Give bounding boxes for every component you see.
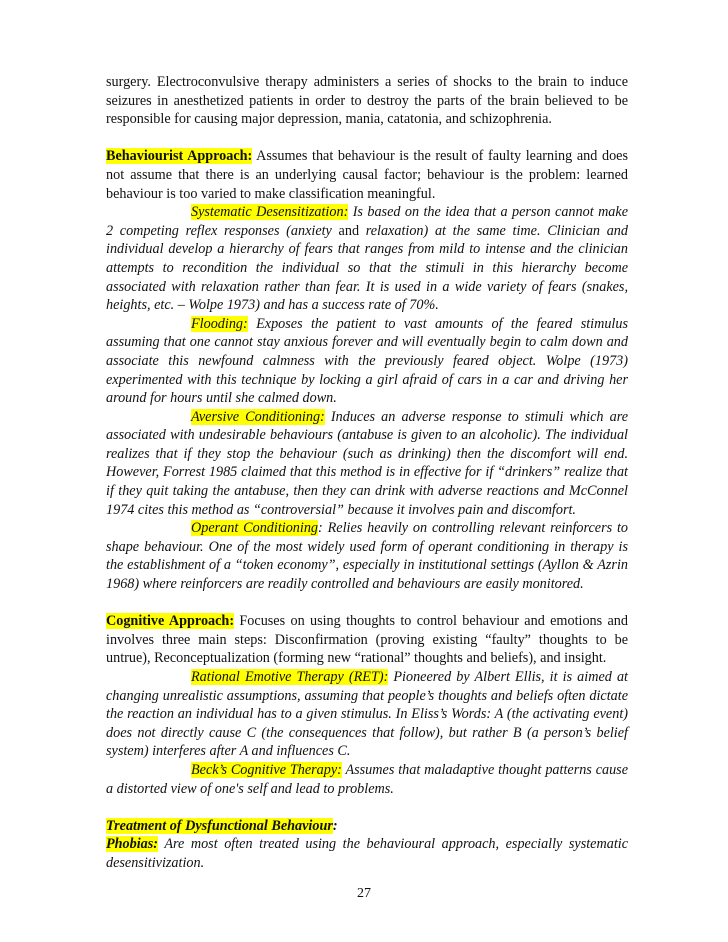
- document-page: [106, 73, 628, 873]
- cognitive-text: Focuses on using thoughts to control behaviour and emotions and involves three main steps: Disconfirmation (proving existing “faulty” thoughts to be untrue), Reconceptualization (forming new “rational” thoughts and beliefs), and insight.: [106, 613, 628, 667]
- systematic-desensitization-term: Systematic Desensitization:: [191, 204, 349, 221]
- flooding-text: Exposes the patient to vast amounts of the feared stimulus assuming that one cannot stay anxious forever and will eventually begin to calm down and associate this newfound calmness with the previously feared object. Wolpe (1973) experimented with this technique by locking a girl afraid of cars in a car and driving her around for hours until she calmed down.: [106, 315, 628, 407]
- systematic-desensitization-paragraph: [106, 203, 628, 315]
- behaviourist-heading: Behaviourist Approach:: [106, 148, 253, 165]
- operant-conditioning-term: Operant Conditioning: [191, 520, 319, 537]
- behaviourist-text: Assumes that behaviour is the result of faulty learning and does not assume that there is an underlying causal factor; behaviour is the problem: learned behaviour is too varied to make classification meaningful.: [106, 148, 628, 202]
- systematic-text-2: ) at the same time. Clinician and individual develop a hierarchy of fears that ranges from mild to intense and the clinician attempts to recondition the individual so that the stimuli in this hierarchy become associated with relaxation rather than fear. It is used in a wide variety of fears (snakes, heights, etc. – Wolpe 1973) and has a success rate of 70%.: [106, 222, 628, 314]
- operant-conditioning-paragraph: [106, 519, 628, 593]
- flooding-term: Flooding:: [191, 315, 248, 332]
- beck-term: Beck’s Cognitive Therapy:: [191, 761, 342, 778]
- cognitive-heading: Cognitive Approach:: [106, 613, 235, 630]
- intro-text: surgery. Electroconvulsive therapy administers a series of shocks to the brain to induce seizures in anesthetized patients in order to destroy the parts of the brain believed to be responsible for causing major depression, mania, catatonia, and schizophrenia.: [106, 74, 628, 128]
- aversive-conditioning-paragraph: [106, 408, 628, 520]
- phobias-paragraph: [106, 835, 628, 872]
- systematic-word-relaxation: relaxation: [365, 222, 424, 239]
- flooding-paragraph: [106, 315, 628, 408]
- operant-conditioning-text: : Relies heavily on controlling relevant reinforcers to shape behaviour. One of the most widely used form of operant conditioning in therapy is the establishment of a “token economy”, especially in institutional settings (Ayllon & Azrin 1968) where reinforcers are readily controlled and behaviours are easily monitored.: [106, 520, 628, 593]
- beck-text: Assumes that maladaptive thought patterns cause a distorted view of one's self and lead to problems.: [106, 761, 628, 797]
- cognitive-paragraph: [106, 612, 628, 668]
- phobias-label: Phobias:: [106, 836, 159, 853]
- ret-paragraph: [106, 668, 628, 761]
- ret-text: Pioneered by Albert Ellis, it is aimed at changing unrealistic assumptions, assuming that people’s thoughts and beliefs often dictate the reaction an individual has to a given stimulus. In Eliss’s Words: A (the activating event) does not directly cause C (the consequences that follow), but rather B (a person’s belief system) interferes after A and influences C.: [106, 669, 628, 760]
- treatment-heading: Treatment of Dysfunctional Behaviour: [106, 817, 333, 834]
- treatment-heading-line: [106, 817, 628, 836]
- phobias-text: Are most often treated using the behavioural approach, especially systematic desensitivization.: [106, 836, 628, 871]
- systematic-word-and: and: [331, 222, 366, 239]
- aversive-conditioning-text: Induces an adverse response to stimuli which are associated with undesirable behaviours (antabuse is given to an alcoholic). The individual realizes that if they stop the behaviour (such as drinking) then the discomfort will end. However, Forrest 1985 claimed that this method is in effective for if “drinkers” realize that if they quit taking the antabuse, then they can drink with adverse reactions and McConnel 1974 cites this method as “controversial” because it involves pain and discomfort.: [106, 408, 629, 518]
- ret-term: Rational Emotive Therapy (RET):: [191, 669, 389, 685]
- systematic-word-anxiety: anxiety: [290, 222, 332, 239]
- aversive-conditioning-term: Aversive Conditioning:: [191, 408, 325, 425]
- systematic-text-1: Is based on the idea that a person cannot make 2 competing reflex responses (: [106, 204, 628, 239]
- page-number: 27: [357, 886, 371, 901]
- intro-paragraph: [106, 73, 628, 129]
- beck-paragraph: [106, 761, 628, 798]
- treatment-heading-colon: :: [332, 817, 338, 834]
- behaviourist-paragraph: [106, 147, 628, 203]
